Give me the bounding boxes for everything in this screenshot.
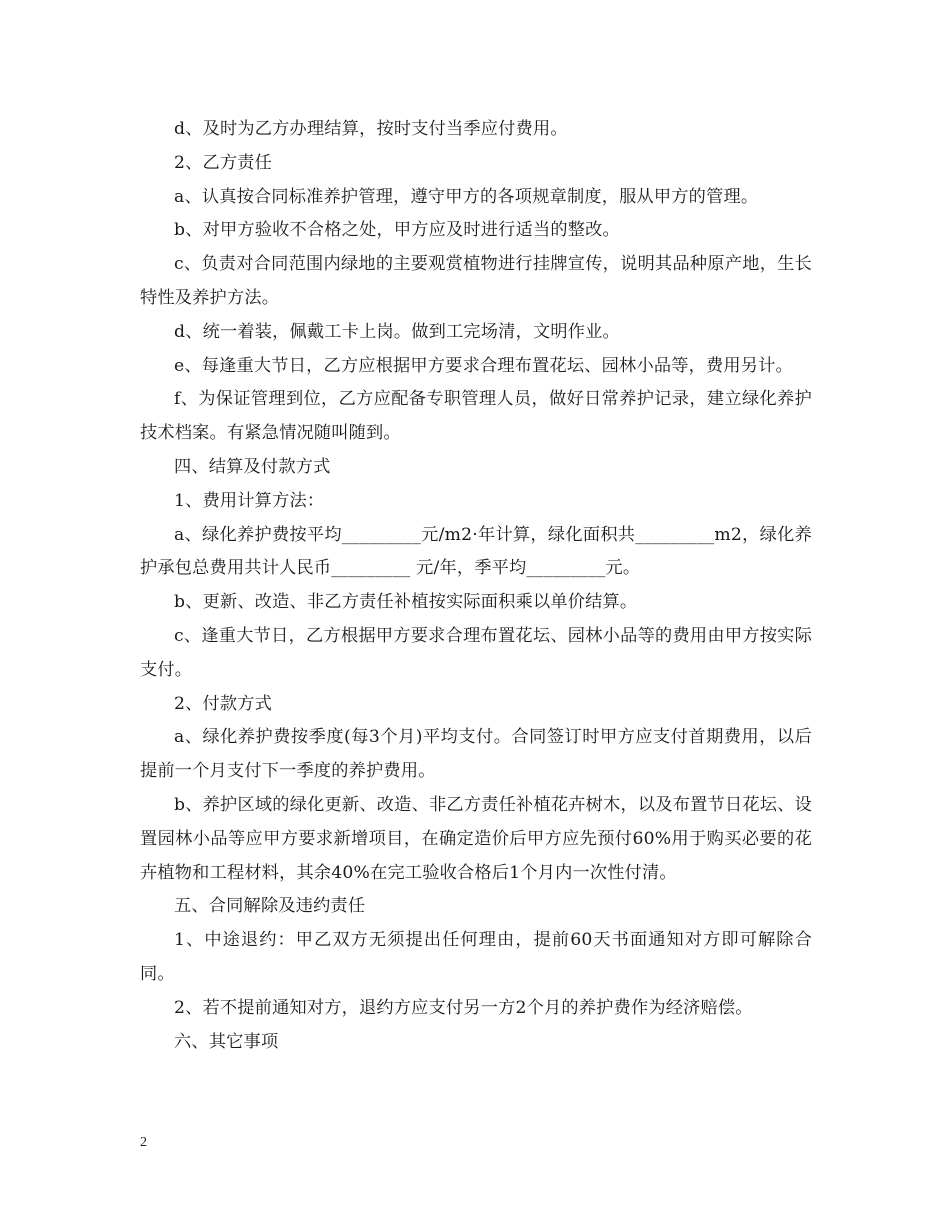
subsection-heading: 2、付款方式 bbox=[174, 693, 273, 714]
paragraph: f、为保证管理到位，乙方应配备专职管理人员，做好日常养护记录，建立绿化养护技术档案。有紧急情况随叫随到。 bbox=[140, 389, 812, 444]
paragraph: d、统一着装，佩戴工卡上岗。做到工完场清，文明作业。 bbox=[174, 321, 620, 342]
page-number: 2 bbox=[140, 1135, 147, 1150]
section-heading: 六、其它事项 bbox=[174, 1031, 279, 1052]
paragraph: d、及时为乙方办理结算，按时支付当季应付费用。 bbox=[174, 119, 568, 139]
paragraph: a、绿化养护费按季度(每3个月)平均支付。合同签订时甲方应支付首期费用，以后提前一个月支付下一季度的养护费用。 bbox=[140, 727, 812, 782]
paragraph: b、更新、改造、非乙方责任补植按实际面积乘以单价结算。 bbox=[174, 592, 638, 613]
paragraph: c、负责对合同范围内绿地的主要观赏植物进行挂牌宣传，说明其品种原产地，生长特性及养护方法。 bbox=[140, 254, 812, 308]
paragraph: a、认真按合同标准养护管理，遵守甲方的各项规章制度，服从甲方的管理。 bbox=[174, 186, 759, 207]
section-heading: 2、乙方责任 bbox=[174, 152, 273, 173]
paragraph: 1、中途退约：甲乙双方无须提出任何理由，提前60天书面通知对方即可解除合同。 bbox=[140, 930, 812, 984]
paragraph: e、每逢重大节日，乙方应根据甲方要求合理布置花坛、园林小品等，费用另计。 bbox=[174, 355, 793, 376]
paragraph: c、逢重大节日，乙方根据甲方要求合理布置花坛、园林小品等的费用由甲方按实际支付。 bbox=[140, 625, 812, 680]
document-body bbox=[140, 113, 812, 1059]
paragraph: 2、若不提前通知对方，退约方应支付另一方2个月的养护费作为经济赔偿。 bbox=[174, 997, 753, 1018]
subsection-heading: 1、费用计算方法： bbox=[174, 490, 325, 511]
paragraph: a、绿化养护费按平均_________元/m2·年计算，绿化面积共_________m2，绿化养护承包总费用共计人民币_________ 元/年，季平均_________元。 bbox=[140, 524, 812, 579]
section-heading: 五、合同解除及违约责任 bbox=[174, 896, 366, 917]
paragraph: b、养护区域的绿化更新、改造、非乙方责任补植花卉树木，以及布置节日花坛、设置园林小品等应甲方要求新增项目，在确定造价后甲方应先预付60%用于购买必要的花卉植物和工程材料，其余40%在完工验收合格后1个月内一次性付清。 bbox=[140, 794, 812, 883]
section-heading: 四、结算及付款方式 bbox=[174, 456, 331, 477]
paragraph: b、对甲方验收不合格之处，甲方应及时进行适当的整改。 bbox=[174, 220, 620, 241]
